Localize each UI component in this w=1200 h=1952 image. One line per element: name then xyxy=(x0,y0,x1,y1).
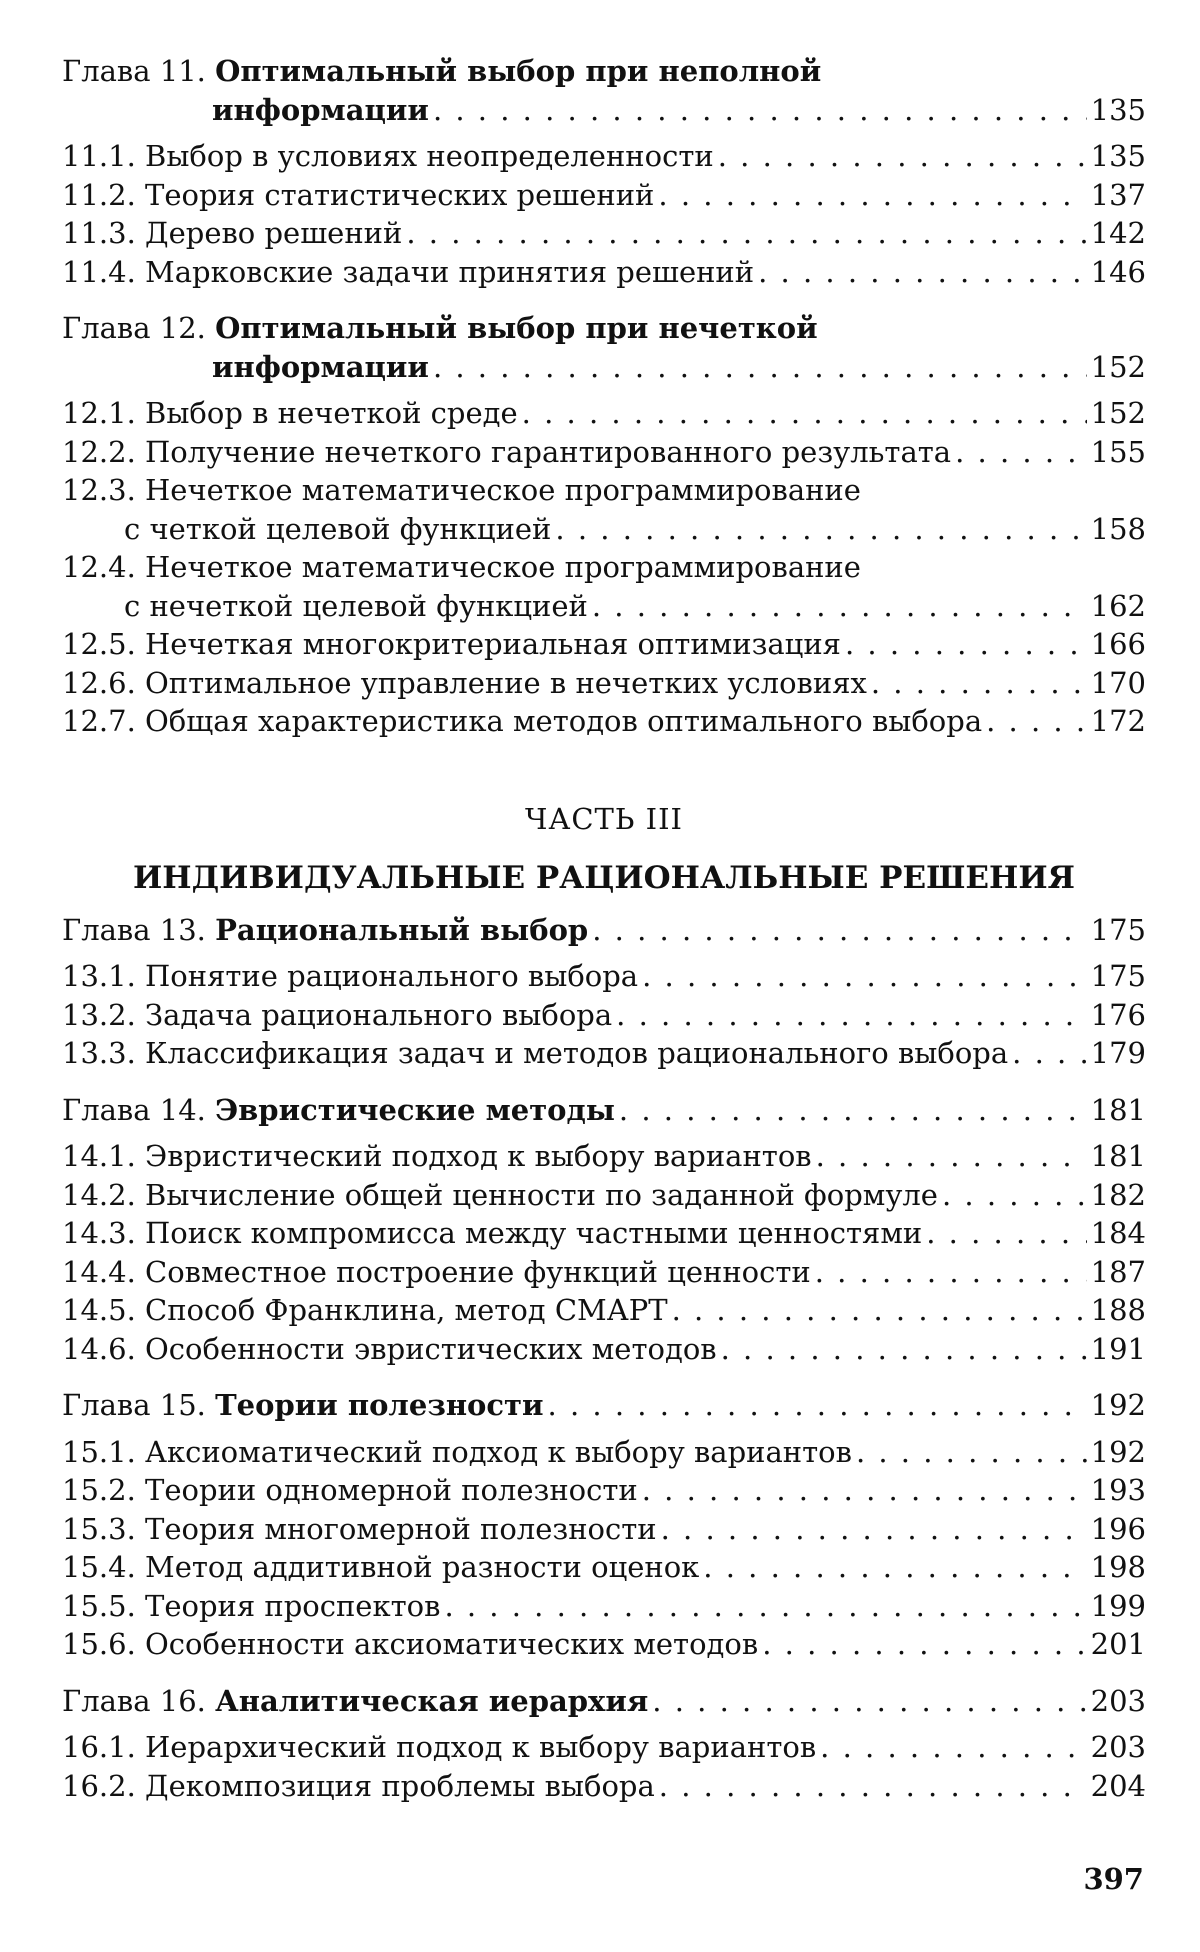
section-number: 12.2. xyxy=(62,434,136,469)
dot-leader xyxy=(652,1682,1086,1721)
section-title: Декомпозиция проблемы выбора xyxy=(145,1768,655,1803)
dot-leader xyxy=(871,664,1087,703)
section-title: Общая характеристика методов оптимального выбора xyxy=(145,704,983,738)
dot-leader xyxy=(758,253,1087,292)
chapter-16 xyxy=(62,1682,1146,1806)
section-title: Понятие рационального выбора xyxy=(145,959,639,993)
chapter-heading xyxy=(62,1682,1146,1721)
section-title: Дерево решений xyxy=(145,216,403,250)
toc-entry xyxy=(62,702,1146,741)
chapter-14 xyxy=(62,1091,1146,1369)
section-number: 11.1. xyxy=(62,139,136,173)
chapter-11 xyxy=(62,52,1146,291)
page-ref: 179 xyxy=(1090,1036,1146,1070)
dot-leader xyxy=(1012,1034,1086,1073)
page-ref: 192 xyxy=(1090,1388,1146,1422)
dot-leader xyxy=(721,1330,1087,1369)
dot-leader xyxy=(616,996,1086,1035)
page-ref: 175 xyxy=(1090,959,1146,993)
section-number: 11.3. xyxy=(62,216,136,250)
page-ref: 137 xyxy=(1090,177,1146,212)
page-ref: 152 xyxy=(1090,396,1146,430)
section-number: 14.3. xyxy=(62,1216,136,1250)
toc-entry xyxy=(62,1767,1146,1806)
chapter-prefix: Глава 13. xyxy=(62,912,206,947)
section-number: 14.2. xyxy=(62,1177,136,1212)
section-number: 13.2. xyxy=(62,997,136,1032)
chapter-prefix: Глава 11. xyxy=(62,54,206,88)
section-title: Эвристический подход к выбору вариантов xyxy=(145,1139,812,1173)
toc-entry xyxy=(62,625,1146,664)
toc-entry xyxy=(62,471,1146,510)
toc-entry xyxy=(62,664,1146,703)
section-number: 15.2. xyxy=(62,1473,136,1507)
dot-leader xyxy=(816,1137,1087,1176)
toc-entry xyxy=(62,394,1146,433)
toc-entry xyxy=(62,1330,1146,1369)
page-ref: 181 xyxy=(1090,1139,1146,1173)
section-number: 14.6. xyxy=(62,1331,136,1366)
dot-leader xyxy=(642,1471,1087,1510)
section-title: Способ Франклина, метод СМАРТ xyxy=(145,1293,668,1327)
section-title: Нечеткое математическое программирование xyxy=(145,473,861,507)
toc-entry xyxy=(62,1137,1146,1176)
page-number: 397 xyxy=(1083,1862,1144,1896)
page-ref: 184 xyxy=(1090,1216,1146,1250)
toc-entry xyxy=(62,253,1146,292)
section-number: 14.1. xyxy=(62,1139,136,1173)
chapter-title: Теории полезности xyxy=(215,1388,544,1422)
section-number: 11.4. xyxy=(62,254,136,289)
table-of-contents xyxy=(62,52,1146,1805)
toc-entry xyxy=(62,1214,1146,1253)
section-title: Иерархический подход к выбору вариантов xyxy=(145,1730,817,1764)
section-number: 13.1. xyxy=(62,959,136,993)
toc-entry xyxy=(62,137,1146,176)
chapter-title: Эвристические методы xyxy=(215,1092,615,1127)
dot-leader xyxy=(548,1386,1087,1425)
section-title: Классификация задач и методов рационального выбора xyxy=(145,1036,1009,1070)
section-number: 14.4. xyxy=(62,1254,136,1289)
toc-entry xyxy=(62,1433,1146,1472)
page-ref: 172 xyxy=(1090,704,1146,738)
section-title: Метод аддитивной разности оценок xyxy=(145,1550,700,1584)
section-number: 15.6. xyxy=(62,1627,136,1661)
section-title: Выбор в условиях неопределенности xyxy=(145,139,714,173)
dot-leader xyxy=(444,1587,1086,1626)
toc-entry xyxy=(62,548,1146,587)
section-title: Аксиоматический подход к выбору вариантов xyxy=(145,1434,852,1469)
page-ref: 192 xyxy=(1090,1434,1146,1469)
dot-leader xyxy=(406,214,1086,253)
section-title: Оптимальное управление в нечетких условиях xyxy=(145,665,867,700)
page-ref: 193 xyxy=(1090,1473,1146,1507)
section-title: Марковские задачи принятия решений xyxy=(145,254,755,289)
toc-entry xyxy=(62,1510,1146,1549)
chapter-title-cont: информации xyxy=(212,92,429,127)
dot-leader xyxy=(592,587,1087,626)
chapter-prefix: Глава 15. xyxy=(62,1388,206,1422)
page-ref: 135 xyxy=(1090,139,1146,173)
section-title: Получение нечеткого гарантированного результата xyxy=(145,434,952,469)
toc-entry xyxy=(62,1176,1146,1215)
section-number: 12.6. xyxy=(62,665,136,700)
page-ref: 152 xyxy=(1090,349,1146,384)
chapter-13 xyxy=(62,911,1146,1073)
dot-leader xyxy=(926,1214,1086,1253)
toc-entry xyxy=(62,1625,1146,1664)
section-title: Теория статистических решений xyxy=(145,177,655,212)
toc-entry xyxy=(62,1253,1146,1292)
page-ref: 182 xyxy=(1090,1177,1146,1212)
page-ref: 203 xyxy=(1090,1683,1146,1718)
chapter-heading xyxy=(62,52,1146,129)
chapter-title: Оптимальный выбор при нечеткой xyxy=(215,311,818,345)
page-ref: 175 xyxy=(1090,912,1146,947)
chapter-heading xyxy=(62,911,1146,950)
page-ref: 170 xyxy=(1090,665,1146,700)
section-number: 16.1. xyxy=(62,1730,136,1764)
dot-leader xyxy=(433,91,1087,130)
toc-entry xyxy=(62,1471,1146,1510)
dot-leader xyxy=(642,957,1087,996)
toc-entry xyxy=(62,1291,1146,1330)
dot-leader xyxy=(659,1767,1087,1806)
section-title-cont: с четкой целевой функцией xyxy=(124,511,552,546)
section-number: 12.5. xyxy=(62,627,136,661)
page-ref: 142 xyxy=(1090,216,1146,250)
chapter-title: Оптимальный выбор при неполной xyxy=(215,54,822,88)
toc-entry-cont xyxy=(62,587,1146,626)
part-title: ИНДИВИДУАЛЬНЫЕ РАЦИОНАЛЬНЫЕ РЕШЕНИЯ xyxy=(133,859,1075,896)
dot-leader xyxy=(762,1625,1086,1664)
dot-leader xyxy=(661,1510,1087,1549)
page-ref: 204 xyxy=(1090,1768,1146,1803)
dot-leader xyxy=(815,1253,1087,1292)
toc-entry xyxy=(62,214,1146,253)
section-number: 15.3. xyxy=(62,1511,136,1546)
section-title: Особенности аксиоматических методов xyxy=(145,1627,759,1661)
section-number: 11.2. xyxy=(62,177,136,212)
page-ref: 176 xyxy=(1090,997,1146,1032)
section-title: Поиск компромисса между частными ценностями xyxy=(145,1216,923,1250)
section-number: 15.5. xyxy=(62,1588,136,1623)
toc-entry xyxy=(62,1728,1146,1767)
section-number: 14.5. xyxy=(62,1293,136,1327)
toc-entry xyxy=(62,176,1146,215)
section-number: 12.7. xyxy=(62,704,136,738)
dot-leader xyxy=(619,1091,1087,1130)
page-ref: 191 xyxy=(1090,1331,1146,1366)
dot-leader xyxy=(555,510,1086,549)
section-number: 12.3. xyxy=(62,473,136,507)
page-ref: 166 xyxy=(1090,627,1146,661)
section-number: 12.4. xyxy=(62,550,136,584)
chapter-prefix: Глава 14. xyxy=(62,1092,206,1127)
section-title: Теория проспектов xyxy=(145,1588,441,1623)
part-label: ЧАСТЬ III xyxy=(524,801,684,836)
section-number: 15.4. xyxy=(62,1550,136,1584)
toc-entry xyxy=(62,1548,1146,1587)
chapter-12 xyxy=(62,309,1146,741)
toc-entry xyxy=(62,1034,1146,1073)
chapter-prefix: Глава 12. xyxy=(62,311,206,345)
dot-leader xyxy=(658,176,1086,215)
dot-leader xyxy=(672,1291,1087,1330)
toc-entry xyxy=(62,433,1146,472)
section-number: 13.3. xyxy=(62,1036,136,1070)
page-ref: 203 xyxy=(1090,1730,1146,1764)
page-ref: 199 xyxy=(1090,1588,1146,1623)
page-ref: 188 xyxy=(1090,1293,1146,1327)
toc-entry-cont xyxy=(62,510,1146,549)
dot-leader xyxy=(820,1728,1086,1767)
dot-leader xyxy=(942,1176,1087,1215)
section-title: Теория многомерной полезности xyxy=(145,1511,657,1546)
chapter-title: Аналитическая иерархия xyxy=(215,1683,649,1718)
section-title: Задача рационального выбора xyxy=(145,997,613,1032)
chapter-heading xyxy=(62,1091,1146,1130)
dot-leader xyxy=(433,348,1087,387)
section-number: 15.1. xyxy=(62,1434,136,1469)
section-number: 12.1. xyxy=(62,396,136,430)
section-title: Нечеткая многокритериальная оптимизация xyxy=(145,627,841,661)
section-title: Совместное построение функций ценности xyxy=(145,1254,811,1289)
page-ref: 201 xyxy=(1090,1627,1146,1661)
toc-entry xyxy=(62,1587,1146,1626)
chapter-prefix: Глава 16. xyxy=(62,1683,206,1718)
dot-leader xyxy=(718,137,1087,176)
section-title: Нечеткое математическое программирование xyxy=(145,550,861,584)
chapter-15 xyxy=(62,1386,1146,1664)
section-title: Вычисление общей ценности по заданной формуле xyxy=(145,1177,938,1212)
section-number: 16.2. xyxy=(62,1768,136,1803)
chapter-heading xyxy=(62,309,1146,386)
dot-leader xyxy=(955,433,1087,472)
page-ref: 155 xyxy=(1090,434,1146,469)
page-ref: 158 xyxy=(1090,511,1146,546)
dot-leader xyxy=(703,1548,1086,1587)
page-ref: 135 xyxy=(1090,92,1146,127)
page-ref: 187 xyxy=(1090,1254,1146,1289)
page-ref: 196 xyxy=(1090,1511,1146,1546)
toc-entry xyxy=(62,957,1146,996)
dot-leader xyxy=(522,394,1087,433)
chapter-title: Рациональный выбор xyxy=(215,912,589,947)
page-ref: 162 xyxy=(1090,588,1146,623)
toc-entry xyxy=(62,996,1146,1035)
dot-leader xyxy=(845,625,1087,664)
page-ref: 198 xyxy=(1090,1550,1146,1584)
dot-leader xyxy=(592,911,1086,950)
section-title: Выбор в нечеткой среде xyxy=(145,396,518,430)
section-title: Теории одномерной полезности xyxy=(145,1473,638,1507)
page-ref: 181 xyxy=(1090,1092,1146,1127)
page-ref: 146 xyxy=(1090,254,1146,289)
section-title: Особенности эвристических методов xyxy=(145,1331,717,1366)
dot-leader xyxy=(986,702,1087,741)
chapter-title-cont: информации xyxy=(212,349,429,384)
section-title-cont: с нечеткой целевой функцией xyxy=(124,588,588,623)
chapter-heading xyxy=(62,1386,1146,1425)
dot-leader xyxy=(856,1433,1087,1472)
